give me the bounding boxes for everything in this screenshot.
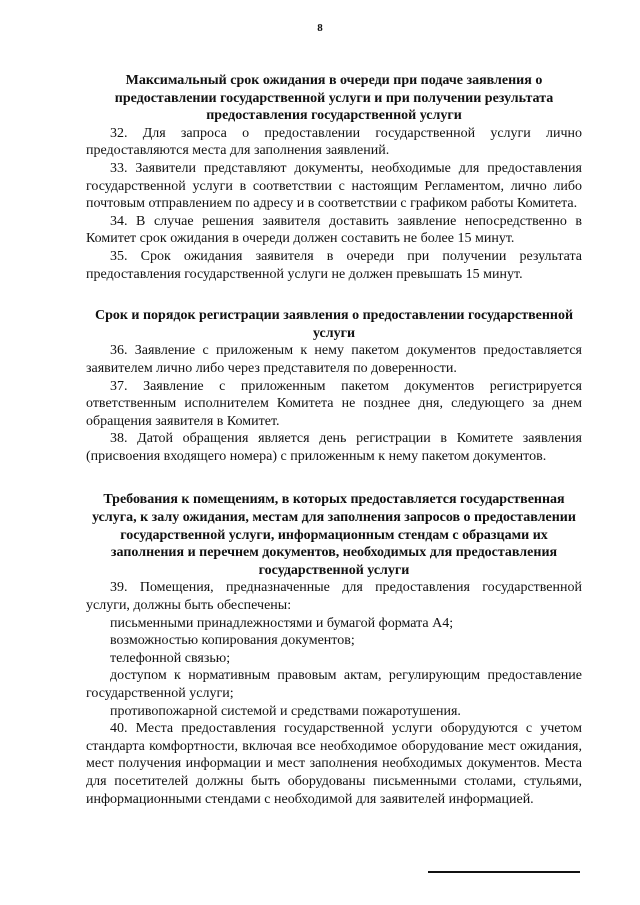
footer-rule [428,871,580,873]
paragraph-35: 35. Срок ожидания заявителя в очереди при получении результата предоставления государственной услуги не должен превышать 15 минут. [86,248,582,282]
paragraph-40: 40. Места предоставления государственной услуги оборудуются с учетом стандарта комфортности, включая все необходимое оборудование мест ожидания, мест получения информации и мест заполнения необходимых документов. Места для посетителей должны быть оборудованы письменными столами, стульями, информационными стендами с необходимой для заявителей информацией. [86,721,582,807]
paragraph-38: 38. Датой обращения является день регистрации в Комитете заявления (присвоения входящего номера) с приложенным к нему пакетом документов. [86,431,582,464]
section-heading-waiting-time: Максимальный срок ожидания в очереди при подаче заявления о предоставлении государственной услуги и при получении результата предоставления государственной услуги [114,73,554,124]
page-number: 8 [317,22,323,34]
list-item: возможностью копирования документов; [110,633,355,649]
paragraph-33: 33. Заявители представляют документы, необходимые для предоставления государственной услуги в соответствии с настоящим Регламентом, лично либо почтовым отправлением по адресу и в соответствии с графиком работы Комитета. [86,160,582,212]
paragraph-34: 34. В случае решения заявителя доставить заявление непосредственно в Комитет срок ожидания в очереди должен составить не более 15 минут. [86,213,582,247]
list-item: доступом к нормативным правовым актам, регулирующим предоставление государственной услуги; [86,668,582,701]
paragraph-39: 39. Помещения, предназначенные для предоставления государственной услуги, должны быть обеспечены: [86,580,582,614]
list-item: письменными принадлежностями и бумагой формата А4; [110,615,454,631]
paragraph-32: 32. Для запроса о предоставлении государственной услуги лично предоставляются места для заполнения заявлений. [86,125,582,159]
paragraph-36: 36. Заявление с приложеным к нему пакетом документов предоставляется заявителем лично либо через представителя по доверенности. [86,343,582,376]
section-heading-premises: Требования к помещениям, в которых предоставляется государственная услуга, к залу ожидания, местам для заполнения запросов о предоставлении государственной услуги, информационным стендам с образцами их заполнения и перечнем документов, необходимых для предоставления государственной услуги [92,492,576,578]
section-spacer [86,283,582,307]
section-heading-registration: Срок и порядок регистрации заявления о предоставлении государственной услуги [94,308,574,341]
list-item: противопожарной системой и средствами пожаротушения. [110,703,461,719]
section-spacer [86,465,582,491]
paragraph-37: 37. Заявление с приложенным пакетом документов регистрируется ответственным исполнителем Комитета не позднее дня, следующего за днем обращения заявителя в Комитет. [86,378,582,429]
list-item: телефонной связью; [110,650,231,666]
page-content [86,72,582,808]
